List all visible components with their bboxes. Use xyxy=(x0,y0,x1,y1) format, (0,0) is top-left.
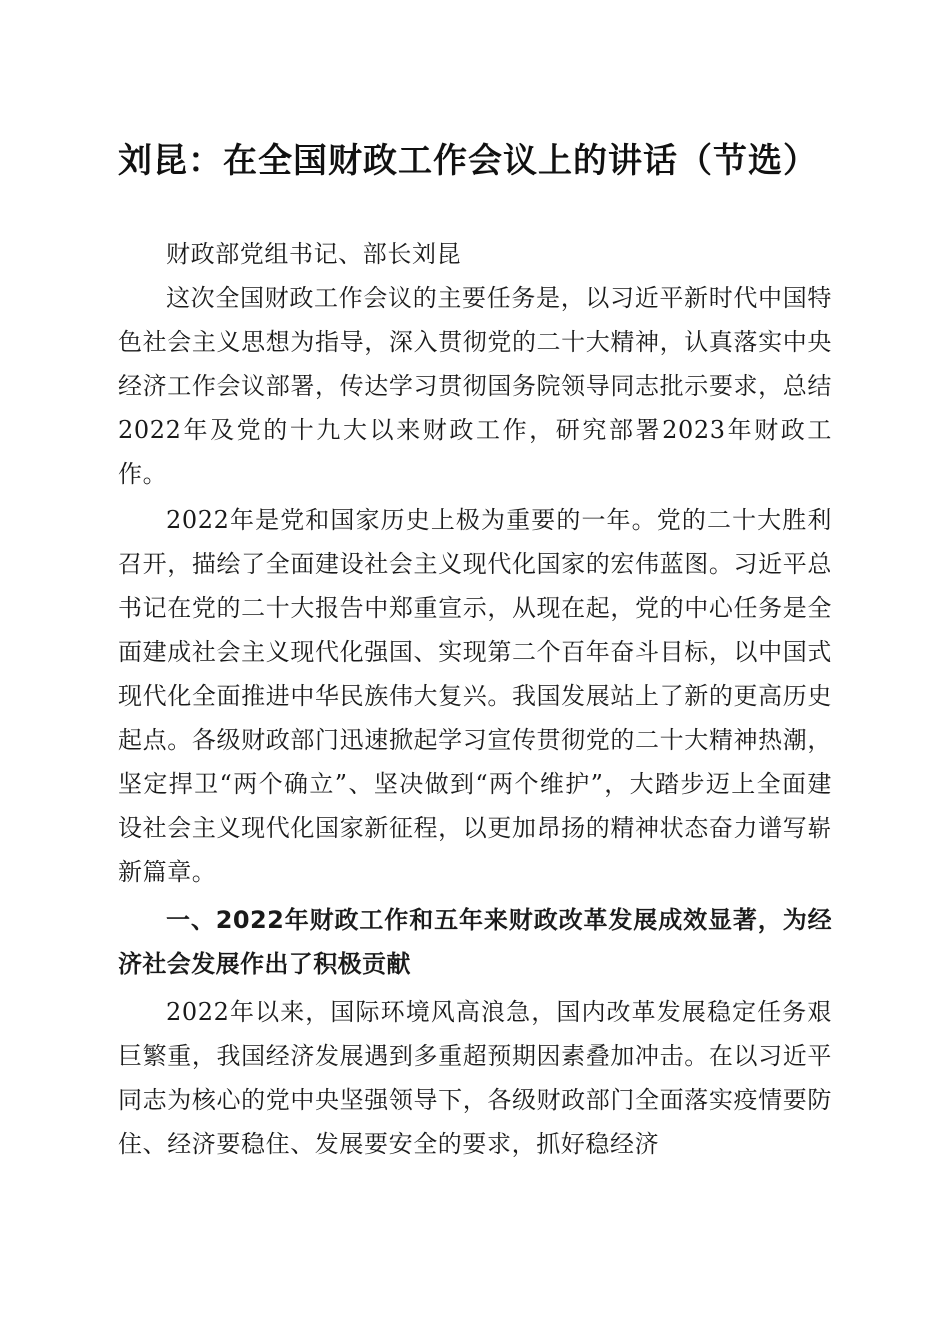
paragraph-2: 2022年是党和国家历史上极为重要的一年。党的二十大胜利召开，描绘了全面建设社会主义现代化国家的宏伟蓝图。习近平总书记在党的二十大报告中郑重宣示，从现在起，党的中心任务是全面建成社会主义现代化强国、实现第二个百年奋斗目标，以中国式现代化全面推进中华民族伟大复兴。我国发展站上了新的更高历史起点。各级财政部门迅速掀起学习宣传贯彻党的二十大精神热潮，坚定捍卫“两个确立”、坚决做到“两个维护”，大踏步迈上全面建设社会主义现代化国家新征程，以更加昂扬的精神状态奋力谱写崭新篇章。 xyxy=(118,506,832,886)
paragraph-block-1 xyxy=(118,276,832,496)
paragraph-block-3 xyxy=(118,990,832,1166)
author-line-block xyxy=(118,232,832,276)
section-heading-block xyxy=(118,898,832,986)
paragraph-1: 这次全国财政工作会议的主要任务是，以习近平新时代中国特色社会主义思想为指导，深入贯彻党的二十大精神，认真落实中央经济工作会议部署，传达学习贯彻国务院领导同志批示要求，总结2022年及党的十九大以来财政工作，研究部署2023年财政工作。 xyxy=(118,284,832,488)
section-heading-1: 一、2022年财政工作和五年来财政改革发展成效显著，为经济社会发展作出了积极贡献 xyxy=(118,906,832,978)
paragraph-3: 2022年以来，国际环境风高浪急，国内改革发展稳定任务艰巨繁重，我国经济发展遇到多重超预期因素叠加冲击。在以习近平同志为核心的党中央坚强领导下，各级财政部门全面落实疫情要防住、经济要稳住、发展要安全的要求，抓好稳经济 xyxy=(118,998,832,1158)
document-title: 刘昆：在全国财政工作会议上的讲话（节选） xyxy=(118,141,818,181)
paragraph-block-2 xyxy=(118,498,832,894)
author-line: 财政部党组书记、部长刘昆 xyxy=(166,240,462,268)
